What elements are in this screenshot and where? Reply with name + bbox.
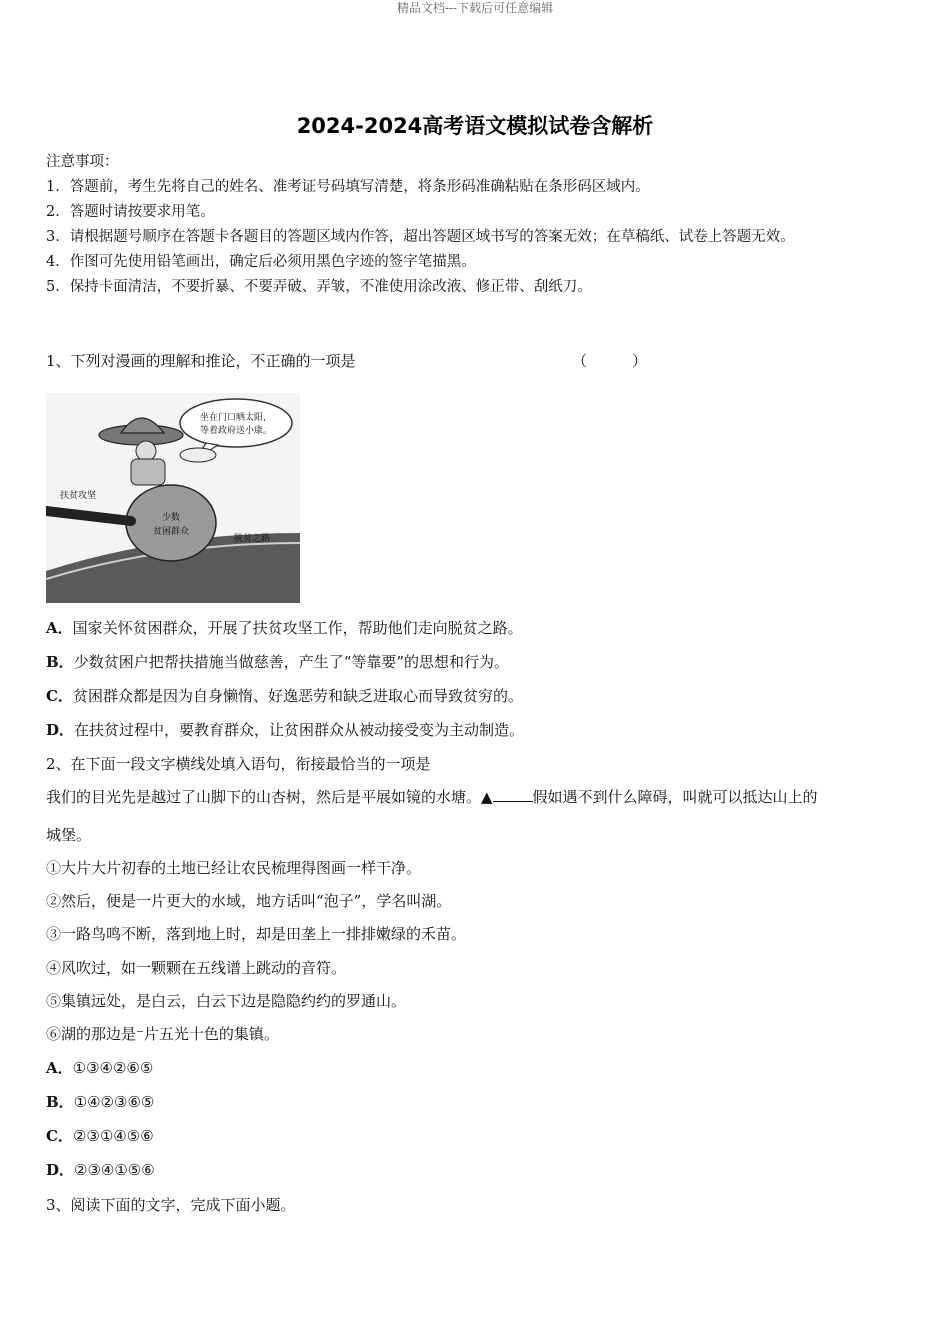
ball-label-2: 贫困群众: [152, 527, 190, 537]
q2-passage-line-2: 城堡。: [46, 826, 92, 844]
notice-heading: 注意事项：: [46, 154, 119, 170]
speech-line-1: 坐在门口晒太阳，: [199, 413, 273, 423]
q2-passage-line-1: 我们的目光先是越过了山脚下的山杏树，然后是平展如镜的水塘。▲ 假如遇不到什么障碍，叫就可以抵达山上的: [46, 788, 818, 806]
q1-option-b: B．少数贫困户把帮扶措施当做慈善，产生了“等靠要”的思想和行为。: [46, 653, 510, 671]
notice-item: 3．请根据题号顺序在答题卡各题目的答题区域内作答，超出答题区域书写的答案无效；在草稿纸、试卷上答题无效。: [46, 229, 795, 245]
document-title: 2024-2024高考语文模拟试卷含解析: [296, 114, 654, 138]
label-road: 脱贫之路: [234, 534, 271, 544]
q2-sentence: ①大片大片初春的土地已经让农民梳理得图画一样干净。: [46, 859, 422, 877]
notice-section: [46, 150, 926, 300]
q2-sentence: ④风吹过，如一颗颗在五线谱上跳动的音符。: [46, 959, 347, 977]
page-header: 精品文档---下载后可任意编辑: [396, 1, 554, 15]
fill-blank: [493, 787, 533, 802]
q1-option-d: D．在扶贫过程中，要教育群众，让贫困群众从被动接受变为主动制造。: [46, 721, 525, 739]
ball-label-1: 少数: [161, 513, 181, 523]
q2-option-d: D．②③④①⑤⑥: [46, 1161, 155, 1179]
cartoon-image: [46, 393, 300, 603]
question-3-stem: 3、阅读下面的文字，完成下面小题。: [46, 1196, 296, 1214]
notice-item: 5．保持卡面清洁，不要折暴、不要弄破、弄皱，不准使用涂改液、修正带、刮纸刀。: [46, 279, 592, 295]
question-2-stem: 2、在下面一段文字横线处填入语句，衔接最恰当的一项是: [46, 755, 431, 773]
q1-option-c: C．贫困群众都是因为自身懒惰、好逸恶劳和缺乏进取心而导致贫穷的。: [46, 687, 523, 705]
q2-option-c: C．②③①④⑤⑥: [46, 1127, 154, 1145]
speech-line-2: 等着政府送小康。: [199, 426, 273, 436]
notice-item: 4．作图可先使用铅笔画出，确定后必须用黑色字迹的签字笔描黑。: [46, 254, 476, 270]
q2-sentence: ③一路鸟鸣不断，落到地上时，却是田垄上一排排嫩绿的禾苗。: [46, 925, 467, 943]
label-fupin: 扶贫攻坚: [60, 491, 97, 501]
notice-item: 1．答题前，考生先将自己的姓名、准考证号码填写清楚，将条形码准确粘贴在条形码区域内。: [46, 179, 650, 195]
answer-paren: （ ）: [572, 352, 648, 370]
q2-option-b: B．①④②③⑥⑤: [46, 1093, 155, 1111]
q2-sentence: ⑥湖的那边是⁻片五光十色的集镇。: [46, 1025, 279, 1043]
q2-sentence: ②然后，便是一片更大的水域，地方话叫“泡子”，学名叫湖。: [46, 892, 452, 910]
q1-option-a: A．国家关怀贫困群众，开展了扶贫攻坚工作，帮助他们走向脱贫之路。: [46, 619, 523, 637]
q2-sentence: ⑤集镇远处，是白云，白云下边是隐隐约约的罗通山。: [46, 992, 407, 1010]
q2-option-a: A．①③④②⑥⑤: [46, 1059, 154, 1077]
notice-item: 2．答题时请按要求用笔。: [46, 204, 215, 220]
question-1-stem: 1、下列对漫画的理解和推论，不正确的一项是: [46, 352, 356, 370]
